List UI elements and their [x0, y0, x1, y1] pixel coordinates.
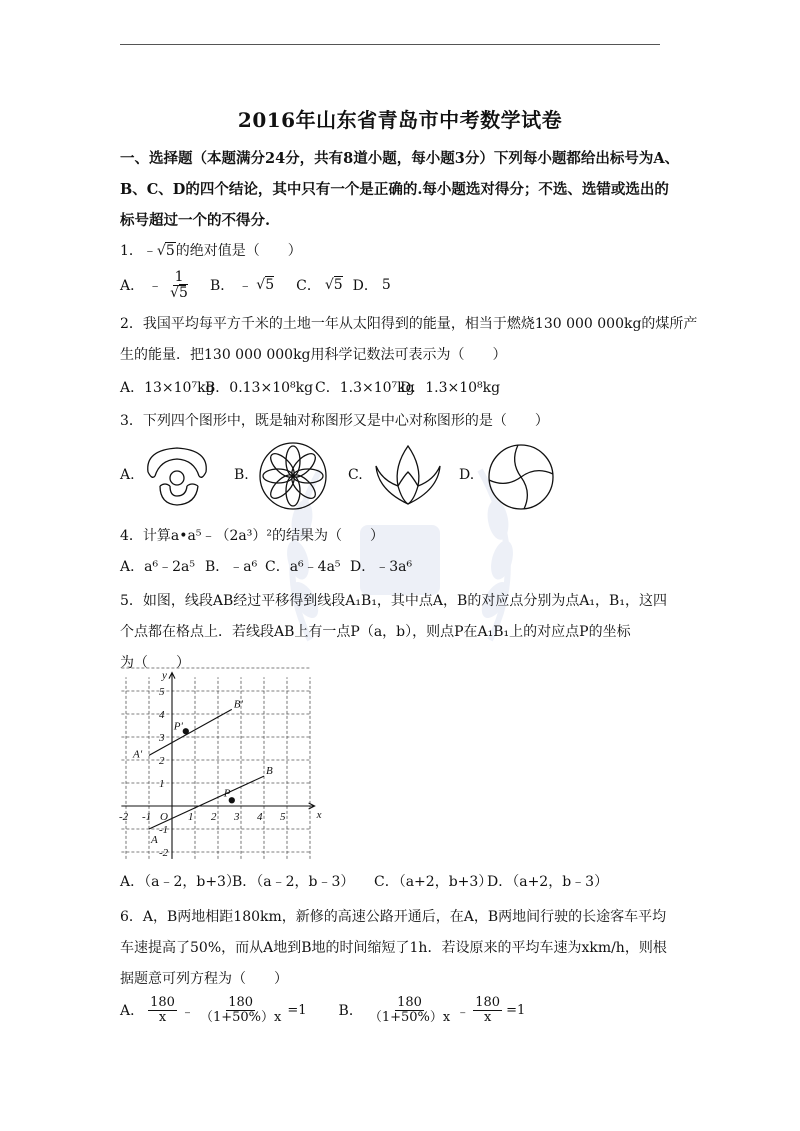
option-d-label: D.: [459, 467, 475, 483]
option-b-label: B.: [234, 467, 249, 483]
option-a-label: A．: [120, 1003, 145, 1020]
x-tick-label: -1: [142, 811, 152, 823]
question-5-line-2: 个点都在格点上．若线段AB上有一点P（a，b），则点P在A₁B₁上的对应点P的坐标: [120, 624, 631, 640]
option-b-fraction-1: $\frac{180}{(1+50\%)x}$: [368, 995, 451, 1025]
x-tick-label: 2: [211, 811, 217, 823]
question-5-option-d: D．（a+2，b﹣3）: [487, 874, 609, 890]
y-tick-label: -2: [159, 847, 169, 859]
point-a-label: A: [151, 834, 158, 846]
question-2-line-1: 2．我国平均每平方千米的土地一年从太阳得到的能量，相当于燃烧130 000 000kg的煤所产: [120, 316, 698, 332]
origin-label: O: [160, 811, 168, 823]
question-1-options: A． ﹣ $\frac{1}{√5}$ B． ﹣ √5 C． √5 D． 5: [120, 269, 391, 301]
option-d-figure: [484, 440, 558, 514]
option-c-label: C.: [348, 467, 363, 483]
section-instructions: 一、选择题（本题满分24分，共有8道小题，每小题3分）下列每小题都给出标号为A、B、C、D的四个结论，其中只有一个是正确的.每小题选对得分；不选、选错或选出的标号超过一个的不得分.: [120, 150, 680, 229]
coordinate-grid-figure: [119, 669, 322, 862]
y-tick-label: 4: [159, 709, 165, 721]
point-p1-label: P': [173, 720, 183, 733]
x-tick-label: 1: [188, 811, 194, 823]
question-number: 1．: [120, 243, 143, 259]
question-4-option-a: A．a⁶﹣2a⁵: [120, 559, 195, 575]
question-5-line-3: 为（ ）: [120, 655, 190, 671]
y-axis-label: y: [162, 669, 167, 682]
header-rule: [120, 44, 660, 45]
question-6-line-3: 据题意可列方程为（ ）: [120, 971, 288, 987]
question-2-option-a: A．13×10⁷kg: [120, 380, 215, 396]
option-a-label: A.: [120, 467, 135, 483]
option-a-label: A．: [120, 278, 145, 295]
option-b-figure: [255, 438, 331, 514]
question-5-option-c: C．（a+2，b+3）: [374, 874, 493, 890]
option-b-fraction-2: $\frac{180}{x}$: [475, 995, 501, 1025]
y-tick-label: 3: [159, 732, 165, 744]
option-a-fraction-2: $\frac{180}{(1+50\%)x}$: [199, 995, 282, 1025]
option-c-figure: [372, 442, 444, 512]
option-c-label: C．: [296, 278, 321, 295]
x-tick-label: -2: [119, 811, 129, 823]
question-5-line-1: 5．如图，线段AB经过平移得到线段A₁B₁，其中点A，B的对应点分别为点A₁，B₁，这四: [120, 593, 667, 609]
point-p-label: P: [223, 787, 231, 800]
question-4-option-d: D．﹣3a⁶: [350, 559, 413, 575]
x-tick-label: 4: [257, 811, 263, 823]
question-2-option-d: D．1.3×10⁸kg: [400, 380, 501, 396]
option-a-fraction: $\frac{1}{√5}$: [170, 269, 188, 301]
question-2-option-b: B．0.13×10⁸kg: [205, 380, 314, 396]
y-tick-label: 2: [159, 755, 165, 767]
x-tick-label: 3: [234, 811, 240, 823]
y-tick-label: 5: [159, 686, 165, 698]
option-a-fraction-1: $\frac{180}{x}$: [150, 995, 175, 1025]
option-d-label: D．: [352, 278, 378, 295]
question-6-line-1: 6．A，B两地相距180km，新修的高速公路开通后，在A，B两地间行驶的长途客车平均: [120, 909, 667, 925]
question-4-option-b: B．﹣a⁶: [205, 559, 258, 575]
y-tick-label: 1: [159, 778, 165, 790]
point-b-label: B: [266, 765, 273, 778]
point-a1-label: A': [133, 748, 143, 761]
point-b1-label: B': [233, 698, 243, 711]
question-2-line-2: 生的能量．把130 000 000kg用科学记数法可表示为（ ）: [120, 347, 507, 363]
x-axis-label: x: [316, 809, 322, 821]
question-6-line-2: 车速提高了50%，而从A地到B地的时间缩短了1h．若设原来的平均车速为xkm/h，则根: [120, 940, 667, 956]
question-6-options: A． $\frac{180}{x}$ ﹣ $\frac{180}{(1+50\%)x}$ =1 B． $\frac{180}{(1+50\%)x}$ ﹣ $\frac{180}{x}$ =1: [120, 995, 526, 1025]
page-title: 2016年山东省青岛市中考数学试卷: [237, 108, 563, 132]
option-b-label: B．: [209, 278, 235, 295]
question-4-option-c: C．a⁶﹣4a⁵: [265, 559, 341, 575]
question-5-option-b: B．（a﹣2，b﹣3）: [232, 874, 355, 890]
question-4-stem: 4．计算a•a⁵﹣（2a³）²的结果为（ ）: [120, 528, 384, 544]
point-p1: [183, 729, 188, 734]
question-3-stem: 3．下列四个图形中，既是轴对称图形又是中心对称图形的是（ ）: [120, 413, 549, 429]
x-tick-label: 5: [280, 811, 286, 823]
y-tick-label: -1: [159, 824, 169, 836]
sqrt-expression: √5: [156, 243, 175, 259]
option-a-figure: [140, 442, 214, 512]
question-1-stem: 1．﹣√5的绝对值是（ ）: [120, 243, 302, 259]
option-b-label: B．: [338, 1003, 363, 1020]
question-5-option-a: A．（a﹣2，b+3）: [120, 874, 240, 890]
question-2-option-c: C．1.3×10⁷kg: [315, 380, 415, 396]
